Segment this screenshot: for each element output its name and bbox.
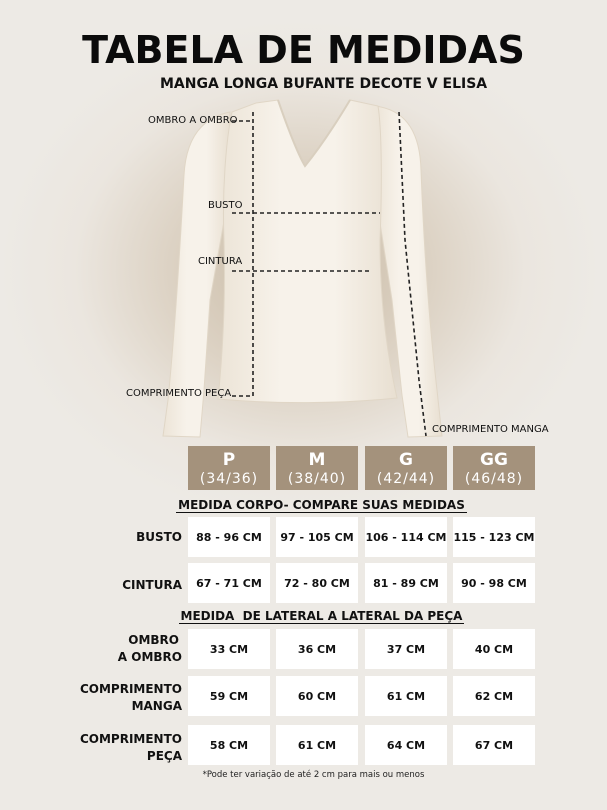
cell-ombro-g: 37 CM	[365, 629, 447, 669]
size-numbers: (34/36)	[199, 471, 259, 487]
cell-manga-g: 61 CM	[365, 676, 447, 716]
cell-busto-g: 106 - 114 CM	[365, 517, 447, 557]
cell-ombro-m: 36 CM	[276, 629, 358, 669]
row-label-line2: PEÇA	[146, 749, 182, 763]
size-numbers: (46/48)	[464, 471, 524, 487]
row-label-line1: COMPRIMENTO	[79, 682, 182, 696]
row-label-comprimento-peca	[60, 731, 182, 765]
label-comprimento-peca: COMPRIMENTO PEÇA	[126, 388, 232, 399]
size-label: GG	[480, 450, 508, 470]
size-label: M	[308, 450, 326, 470]
cell-manga-p: 59 CM	[188, 676, 270, 716]
row-label-line2: A OMBRO	[117, 650, 182, 664]
label-comprimento-manga: COMPRIMENTO MANGA	[432, 424, 549, 435]
row-label-cintura: CINTURA	[122, 578, 182, 592]
size-header-g	[365, 446, 447, 490]
size-header-gg	[453, 446, 535, 490]
cell-busto-p: 88 - 96 CM	[188, 517, 270, 557]
row-label-line1: OMBRO	[128, 633, 179, 647]
cell-cintura-g: 81 - 89 CM	[365, 563, 447, 603]
piece-section-title: MEDIDA DE LATERAL A LATERAL DA PEÇA	[180, 609, 463, 623]
label-cintura: CINTURA	[198, 256, 243, 267]
body-section-title: MEDIDA CORPO- COMPARE SUAS MEDIDAS	[178, 498, 465, 512]
cell-ombro-gg: 40 CM	[453, 629, 535, 669]
page-title: TABELA DE MEDIDAS	[82, 28, 525, 72]
size-label: P	[222, 450, 236, 470]
cell-busto-m: 97 - 105 CM	[276, 517, 358, 557]
row-label-comprimento-manga	[60, 681, 182, 715]
size-header-m	[276, 446, 358, 490]
cell-cintura-p: 67 - 71 CM	[188, 563, 270, 603]
cell-peca-p: 58 CM	[188, 725, 270, 765]
cell-peca-gg: 67 CM	[453, 725, 535, 765]
size-numbers: (38/40)	[287, 471, 347, 487]
label-ombro: OMBRO A OMBRO	[148, 115, 238, 126]
size-label: G	[399, 450, 413, 470]
row-label-busto: BUSTO	[136, 530, 182, 544]
row-label-line1: COMPRIMENTO	[79, 732, 182, 746]
row-label-ombro	[60, 632, 182, 666]
size-header-p	[188, 446, 270, 490]
shirt-body	[218, 100, 397, 403]
cell-peca-m: 61 CM	[276, 725, 358, 765]
cell-cintura-gg: 90 - 98 CM	[453, 563, 535, 603]
row-label-line2: MANGA	[131, 699, 182, 713]
label-busto: BUSTO	[208, 200, 243, 211]
cell-busto-gg: 115 - 123 CM	[453, 517, 535, 557]
product-subtitle: MANGA LONGA BUFANTE DECOTE V ELISA	[160, 76, 488, 92]
cell-ombro-p: 33 CM	[188, 629, 270, 669]
cell-manga-gg: 62 CM	[453, 676, 535, 716]
size-numbers: (42/44)	[376, 471, 436, 487]
cell-manga-m: 60 CM	[276, 676, 358, 716]
cell-cintura-m: 72 - 80 CM	[276, 563, 358, 603]
footnote: *Pode ter variação de até 2 cm para mais ou menos	[202, 770, 425, 780]
cell-peca-g: 64 CM	[365, 725, 447, 765]
